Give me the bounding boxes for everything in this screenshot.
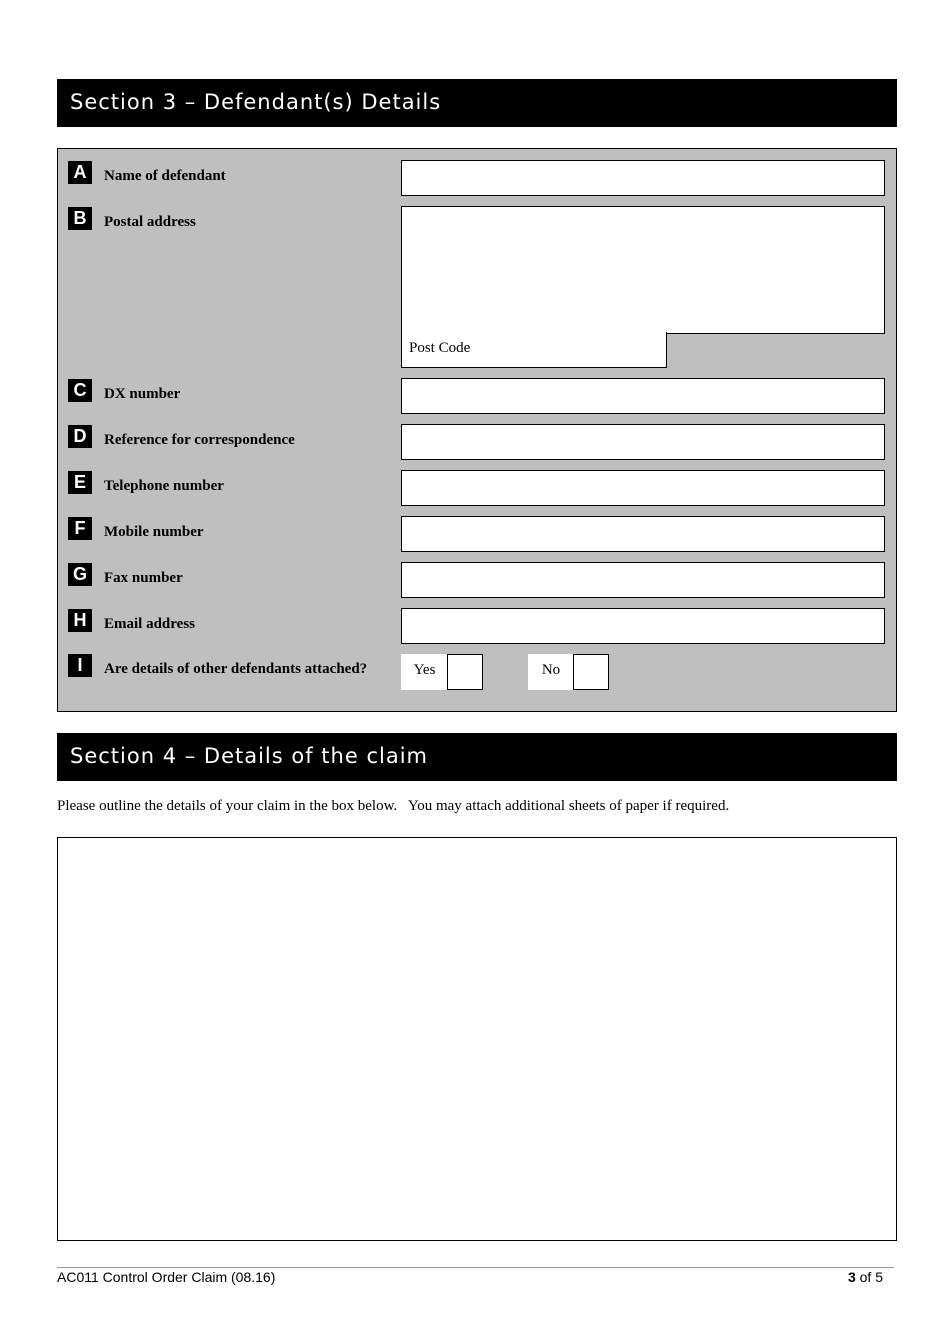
no-checkbox[interactable]	[573, 654, 609, 690]
postal-address-field[interactable]	[401, 206, 885, 334]
dx-number-label: DX number	[104, 386, 181, 402]
mobile-number-label: Mobile number	[104, 524, 204, 540]
email-address-field[interactable]	[401, 608, 885, 644]
telephone-number-label: Telephone number	[104, 478, 224, 494]
fax-number-label: Fax number	[104, 570, 183, 586]
section-3-header: Section 3 – Defendant(s) Details	[57, 79, 897, 127]
dx-number-field[interactable]	[401, 378, 885, 414]
telephone-number-field[interactable]	[401, 470, 885, 506]
claim-details-field[interactable]	[57, 837, 897, 1241]
no-label: No	[528, 654, 574, 690]
row-letter-a: A	[68, 161, 92, 184]
name-of-defendant-field[interactable]	[401, 160, 885, 196]
footer-divider	[57, 1267, 894, 1268]
row-letter-h: H	[68, 609, 92, 632]
reference-field[interactable]	[401, 424, 885, 460]
email-address-label: Email address	[104, 616, 195, 632]
page-total: of 5	[859, 1269, 883, 1285]
row-letter-e: E	[68, 471, 92, 494]
postal-address-label: Postal address	[104, 214, 196, 230]
current-page: 3	[847, 1269, 856, 1285]
row-letter-b: B	[68, 207, 92, 230]
form-reference: AC011 Control Order Claim (08.16)	[57, 1269, 276, 1285]
name-of-defendant-label: Name of defendant	[104, 168, 226, 184]
row-letter-i: I	[68, 654, 92, 677]
claim-instructions: Please outline the details of your claim in the box below. You may attach additional sheets of paper if required.	[57, 798, 730, 814]
section-4-header: Section 4 – Details of the claim	[57, 733, 897, 781]
yes-label: Yes	[401, 654, 448, 690]
other-defendants-label: Are details of other defendants attached?	[104, 661, 368, 677]
row-letter-c: C	[68, 379, 92, 402]
fax-number-field[interactable]	[401, 562, 885, 598]
row-letter-f: F	[68, 517, 92, 540]
yes-checkbox[interactable]	[447, 654, 483, 690]
page-number	[848, 1269, 883, 1285]
row-letter-g: G	[68, 563, 92, 586]
reference-label: Reference for correspondence	[104, 432, 295, 448]
post-code-field[interactable]: Post Code	[401, 332, 667, 368]
row-letter-d: D	[68, 425, 92, 448]
mobile-number-field[interactable]	[401, 516, 885, 552]
